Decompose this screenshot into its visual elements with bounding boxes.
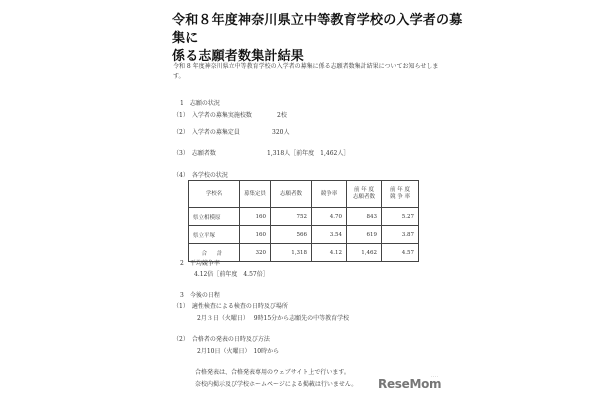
table-header-row — [189, 181, 419, 208]
col-header-school: 学校名 — [189, 181, 240, 208]
section3-item2-value: 2月10日（火曜日） 10時から — [197, 348, 280, 355]
cell-school-name: 県立相模原 — [189, 208, 240, 226]
cell-prev-applicants: 843 — [347, 208, 382, 226]
section3-item1-label: （1） 適性検査による検査の日時及び場所 — [173, 303, 288, 310]
table-row — [189, 208, 419, 226]
cell-total-prev-ratio: 4.57 — [382, 244, 419, 262]
section3-note-1: 合格発表は、合格発表専用のウェブサイト上で行います。 — [195, 369, 350, 376]
cell-total-label: 合 計 — [189, 244, 240, 262]
cell-total-applicants: 1,318 — [271, 244, 312, 262]
col-header-capacity: 募集定員 — [240, 181, 271, 208]
cell-capacity: 160 — [240, 226, 271, 244]
section3-item2-label: （2） 合格者の発表の日時及び方法 — [173, 336, 270, 343]
cell-applicants: 566 — [271, 226, 312, 244]
cell-total-prev-applicants: 1,462 — [347, 244, 382, 262]
cell-capacity: 160 — [240, 208, 271, 226]
cell-ratio: 3.54 — [312, 226, 347, 244]
item2-label: （2） 入学者の募集定員 — [173, 129, 240, 136]
title-line-2: 係る志願者数集計結果 — [172, 49, 305, 64]
item3-label: （3） 志願者数 — [173, 150, 216, 157]
section1-heading: 1 志願の状況 — [180, 100, 220, 107]
col-header-prev-applicants: 前 年 度 志願者数 — [347, 181, 382, 208]
section2-value: 4.12倍［前年度 4.57倍］ — [194, 271, 269, 278]
cell-school-name: 県立平塚 — [189, 226, 240, 244]
item3-value: 1,318人［前年度 1,462人］ — [267, 150, 350, 157]
cell-applicants: 752 — [271, 208, 312, 226]
cell-total-ratio: 4.12 — [312, 244, 347, 262]
section3-item1-value: 2月３日（火曜日） 9時15分から志願先の中等教育学校 — [197, 315, 350, 322]
table-row — [189, 226, 419, 244]
col-header-applicants: 志願者数 — [271, 181, 312, 208]
cell-prev-ratio: 3.87 — [382, 226, 419, 244]
item1-value: 2校 — [277, 112, 287, 119]
section3-note-2: 奈校内掲示及び学校ホームページによる掲載は行いません。 — [195, 381, 358, 388]
cell-prev-applicants: 619 — [347, 226, 382, 244]
page-title — [172, 12, 472, 66]
section3-heading: 3 今後の日程 — [180, 292, 220, 299]
cell-prev-ratio: 5.27 — [382, 208, 419, 226]
cell-ratio: 4.70 — [312, 208, 347, 226]
title-line-1: 令和８年度神奈川県立中等教育学校の入学者の募集に — [172, 13, 463, 46]
logo-dots-decoration: ···· — [430, 374, 440, 378]
table-total-row — [189, 244, 419, 262]
col-header-prev-ratio: 前 年 度 競 争 率 — [382, 181, 419, 208]
item2-value: 320人 — [272, 129, 290, 136]
schools-table — [188, 180, 419, 262]
item4-label: （4） 各学校の状況 — [173, 172, 228, 179]
intro-text: 令和 8 年度神奈川県立中等教育学校の入学者の募集に係る志願者数集計結果についてお知らせします。 — [173, 63, 439, 80]
col-header-ratio: 競争率 — [312, 181, 347, 208]
item1-label: （1） 入学者の募集実施校数 — [173, 112, 252, 119]
section2-heading: 2 平均競争率 — [180, 260, 220, 267]
resemom-watermark-logo: ReseMom ···· — [378, 374, 442, 391]
cell-total-capacity: 320 — [240, 244, 271, 262]
